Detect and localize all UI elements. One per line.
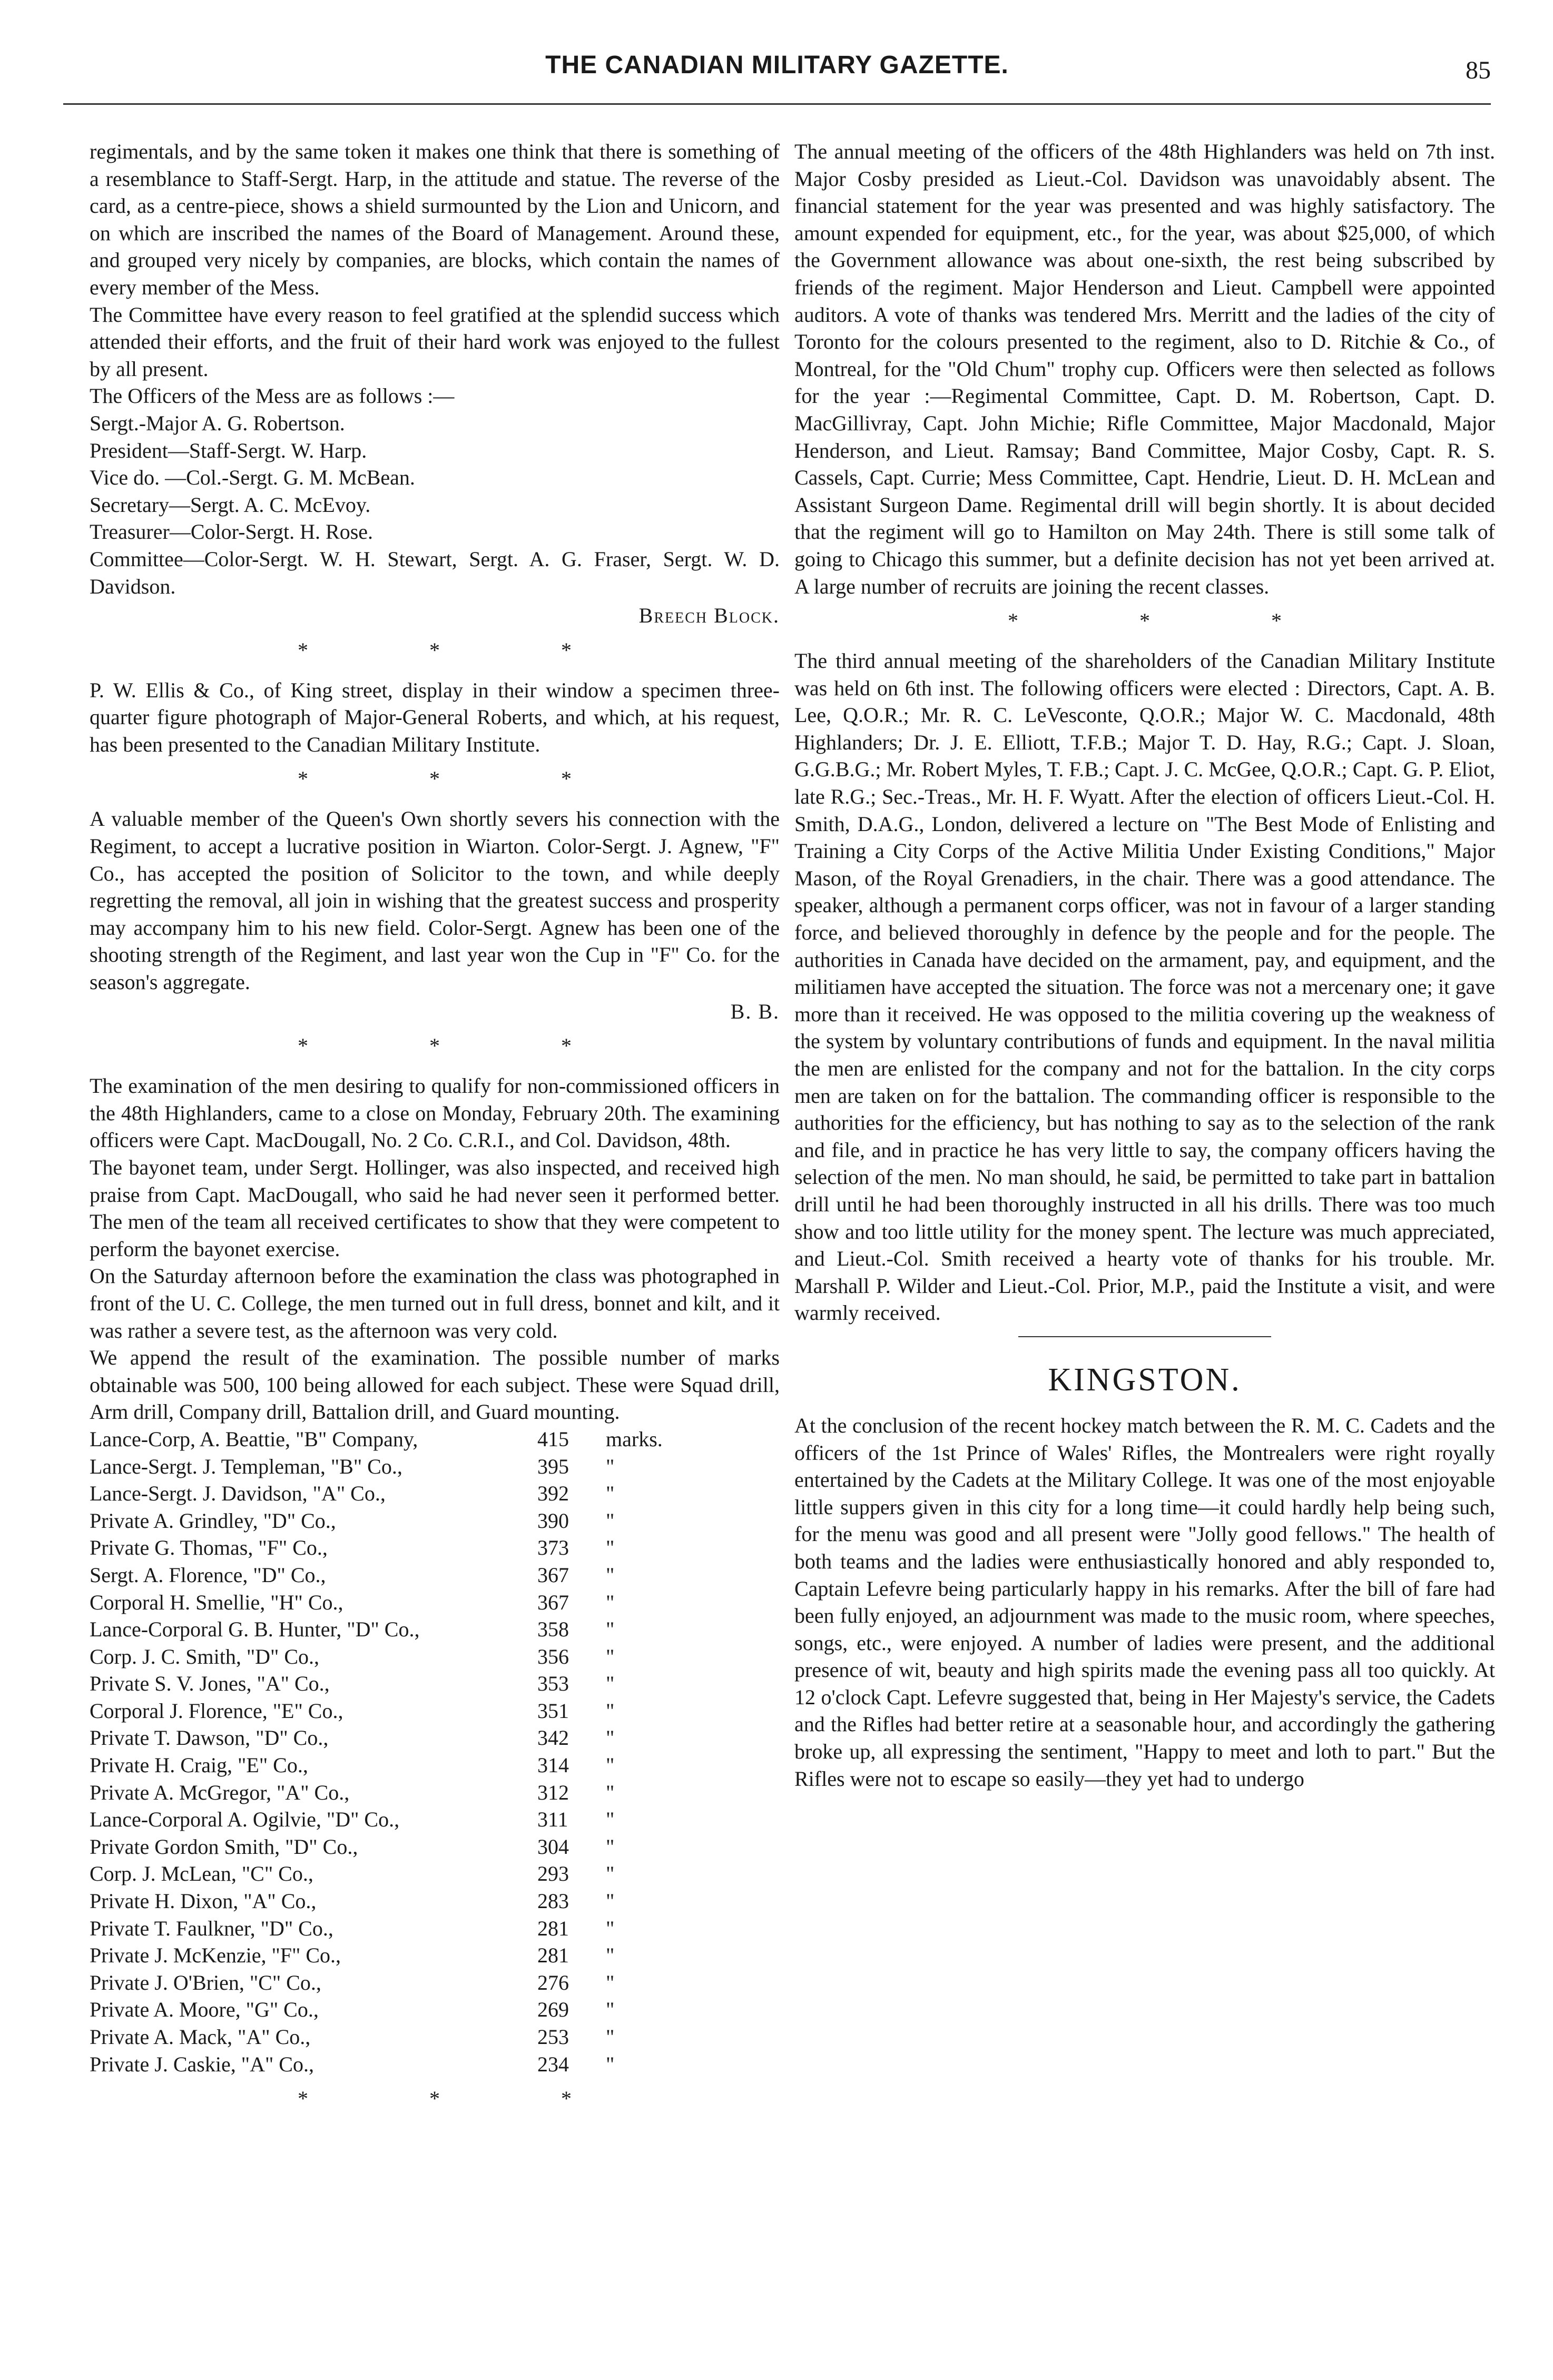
exam-result-row	[90, 1724, 780, 1752]
officers-intro: The Officers of the Mess are as follows :—	[90, 384, 455, 408]
marks-unit: "	[606, 2025, 615, 2049]
candidate-score: 281	[537, 1943, 569, 1968]
marks-unit: "	[606, 1834, 615, 1859]
marks-unit: "	[606, 1536, 615, 1560]
exam-result-row	[90, 1860, 780, 1888]
exam-result-row	[90, 1806, 780, 1833]
exam-result-row	[90, 1942, 780, 1969]
marks-unit: "	[606, 1672, 615, 1696]
candidate-score: 281	[537, 1916, 569, 1940]
marks-unit: "	[606, 1862, 615, 1886]
candidate-name: Corporal H. Smellie, "H" Co.,	[90, 1590, 343, 1614]
right-paragraph-1: The annual meeting of the officers of the 48th Highlanders was held on 7th inst. Major Cosby presided as Lieut.-Col. Davidson was unavoidably absent. The financial statement for the year was presented and was highly satisfactory. The amount expended for equipment, etc., for the year, was about $25,000, of which the Government allowance was about one-sixth, the rest being subscribed by friends of the regiment. Major Henderson and Lieut. Campbell were appointed auditors. A vote of thanks was tendered Mrs. Merritt and the ladies of the city of Toronto for the colours presented to the regiment, also to D. Ritchie & Co., of Montreal, for the "Old Chum" trophy cup. Officers were then selected as follows for the year :—Regimental Committee, Capt. D. M. Robertson, Capt. D. MacGillivray, Capt. John Michie; Rifle Committee, Major Macdonald, Major Henderson, and Lieut. Ramsay; Band Committee, Major Cosby, Capt. R. S. Cassels, Capt. Currie; Mess Committee, Capt. Hendrie, Lieut. D. H. McLean and Assistant Surgeon Dame. Regimental drill will begin shortly. It is about decided that the regiment will go to Hamilton on May 24th. There is still some talk of going to Chicago this summer, but a definite decision has not yet been arrived at. A large number of recruits are joining the recent classes.	[794, 140, 1495, 598]
officer-line: Vice do. —Col.-Sergt. G. M. McBean.	[90, 466, 415, 490]
candidate-score: 276	[537, 1970, 569, 1994]
section-stars: * * *	[298, 638, 630, 662]
marks-unit: "	[606, 1889, 615, 1913]
header-rule	[63, 103, 1491, 105]
officer-line: President—Staff-Sergt. W. Harp.	[90, 438, 367, 462]
candidate-name: Private T. Dawson, "D" Co.,	[90, 1726, 329, 1750]
candidate-score: 342	[537, 1726, 569, 1750]
section-stars: * * *	[298, 2087, 630, 2111]
candidate-name: Private G. Thomas, "F" Co.,	[90, 1536, 328, 1560]
right-column	[794, 138, 1495, 1792]
candidate-score: 269	[537, 1998, 569, 2022]
candidate-score: 293	[537, 1862, 569, 1886]
section-divider	[1018, 1336, 1271, 1337]
marks-unit: "	[606, 1780, 615, 1804]
candidate-name: Private J. Caskie, "A" Co.,	[90, 2052, 314, 2076]
marks-unit: marks.	[606, 1427, 663, 1451]
marks-unit: "	[606, 1698, 615, 1723]
exam-result-row	[90, 1996, 780, 2023]
candidate-name: Private A. Mack, "A" Co.,	[90, 2025, 311, 2049]
candidate-score: 358	[537, 1617, 569, 1642]
candidate-name: Private A. Moore, "G" Co.,	[90, 1998, 319, 2022]
candidate-score: 283	[537, 1889, 569, 1913]
exam-results-table	[90, 1426, 780, 2078]
exam-result-row	[90, 1833, 780, 1861]
left-paragraph-6: The bayonet team, under Sergt. Hollinger, was also inspected, and received high praise from Capt. MacDougall, who said he had never seen it performed better. The men of the team all received certificates to show that they were competent to perform the bayonet exercise.	[90, 1156, 780, 1261]
exam-result-row	[90, 1915, 780, 1942]
marks-unit: "	[606, 2052, 615, 2076]
signature-bb: B. B.	[730, 999, 780, 1023]
candidate-name: Private S. V. Jones, "A" Co.,	[90, 1672, 330, 1696]
marks-unit: "	[606, 1998, 615, 2022]
signature-breech-block: Breech Block.	[638, 604, 780, 628]
candidate-name: Private J. O'Brien, "C" Co.,	[90, 1970, 321, 1994]
exam-result-row	[90, 1507, 780, 1535]
mess-officers-list	[90, 382, 780, 600]
candidate-score: 392	[537, 1482, 569, 1506]
officer-line: Treasurer—Color-Sergt. H. Rose.	[90, 520, 373, 544]
candidate-score: 395	[537, 1454, 569, 1478]
candidate-score: 304	[537, 1834, 569, 1859]
marks-unit: "	[606, 1726, 615, 1750]
left-paragraph-7: On the Saturday afternoon before the examination the class was photographed in front of the U. C. College, the men turned out in full dress, bonnet and kilt, and it was rather a severe test, as the afternoon was very cold.	[90, 1264, 780, 1342]
left-paragraph-5: The examination of the men desiring to qualify for non-commissioned officers in the 48th Highlanders, came to a close on Monday, February 20th. The examining officers were Capt. MacDougall, No. 2 Co. C.R.I., and Col. Davidson, 48th.	[90, 1074, 780, 1152]
page-number: 85	[1466, 56, 1491, 84]
left-paragraph-1: regimentals, and by the same token it makes one think that there is something of a resemblance to Staff-Sergt. Harp, in the attitude and statue. The reverse of the card, as a centre-piece, shows a shield surmounted by the Lion and Unicorn, and on which are inscribed the names of the Board of Management. Around these, and grouped very nicely by companies, are blocks, which contain the names of every member of the Mess.	[90, 140, 780, 299]
section-stars: * * *	[1008, 609, 1340, 633]
page-header	[63, 51, 1491, 98]
candidate-score: 311	[537, 1808, 568, 1832]
candidate-score: 312	[537, 1780, 569, 1804]
candidate-name: Lance-Sergt. J. Davidson, "A" Co.,	[90, 1482, 386, 1506]
exam-result-row	[90, 1670, 780, 1697]
candidate-name: Private A. Grindley, "D" Co.,	[90, 1508, 336, 1533]
candidate-name: Private H. Dixon, "A" Co.,	[90, 1889, 317, 1913]
candidate-name: Lance-Sergt. J. Templeman, "B" Co.,	[90, 1454, 402, 1478]
exam-result-row	[90, 1534, 780, 1562]
marks-unit: "	[606, 1753, 615, 1777]
marks-unit: "	[606, 1590, 615, 1614]
marks-unit: "	[606, 1808, 615, 1832]
marks-unit: "	[606, 1943, 615, 1968]
exam-result-row	[90, 1426, 780, 1453]
candidate-name: Lance-Corporal G. B. Hunter, "D" Co.,	[90, 1617, 420, 1642]
officer-line: Sergt.-Major A. G. Robertson.	[90, 411, 345, 435]
exam-result-row	[90, 2051, 780, 2078]
exam-result-row	[90, 1480, 780, 1507]
candidate-score: 367	[537, 1563, 569, 1587]
exam-result-row	[90, 1562, 780, 1589]
right-paragraph-3: At the conclusion of the recent hockey match between the R. M. C. Cadets and the officers of the 1st Prince of Wales' Rifles, the Montrealers were right royally entertained by the Cadets at the Military College. It was one of the most enjoyable little suppers given in this city for a long time—it could hardly help being such, for the menu was good and all present were "Jolly good fellows." The health of both teams and the ladies were enthusiastically honored and ably responded to, Captain Lefevre being particularly happy in his remarks. After the bill of fare had been fully enjoyed, an adjournment was made to the music room, where speeches, songs, etc., were enjoyed. A number of ladies were present, and the additional presence of wit, beauty and high spirits made the evening pass all too quickly. At 12 o'clock Capt. Lefevre suggested that, being in Her Majesty's service, the Cadets and the Rifles had better retire at a seasonable hour, and accordingly the gathering broke up, all expressing the sentiment, "Happy to meet and loth to part." But the Rifles were not to escape so easily—they yet had to undergo	[794, 1413, 1495, 1791]
exam-result-row	[90, 1643, 780, 1671]
marks-unit: "	[606, 1563, 615, 1587]
left-paragraph-3: P. W. Ellis & Co., of King street, display in their window a specimen three-quarter figure photograph of Major-General Roberts, and which, at his request, has been presented to the Canadian Military Institute.	[90, 678, 780, 756]
candidate-name: Corp. J. C. Smith, "D" Co.,	[90, 1644, 320, 1668]
exam-result-row	[90, 1752, 780, 1779]
exam-result-row	[90, 1453, 780, 1480]
exam-result-row	[90, 1779, 780, 1806]
exam-result-row	[90, 1969, 780, 1997]
candidate-score: 234	[537, 2052, 569, 2076]
section-title-kingston: KINGSTON.	[1048, 1361, 1242, 1398]
candidate-name: Private Gordon Smith, "D" Co.,	[90, 1834, 358, 1859]
candidate-name: Private H. Craig, "E" Co.,	[90, 1753, 308, 1777]
exam-result-row	[90, 1616, 780, 1643]
marks-unit: "	[606, 1916, 615, 1940]
candidate-score: 351	[537, 1698, 569, 1723]
candidate-score: 356	[537, 1644, 569, 1668]
candidate-score: 314	[537, 1753, 569, 1777]
candidate-name: Corp. J. McLean, "C" Co.,	[90, 1862, 313, 1886]
candidate-name: Private A. McGregor, "A" Co.,	[90, 1780, 350, 1804]
marks-unit: "	[606, 1482, 615, 1506]
exam-result-row	[90, 1589, 780, 1616]
marks-unit: "	[606, 1970, 615, 1994]
marks-unit: "	[606, 1617, 615, 1642]
candidate-name: Sergt. A. Florence, "D" Co.,	[90, 1563, 326, 1587]
candidate-score: 390	[537, 1508, 569, 1533]
section-stars: * * *	[298, 1034, 630, 1058]
officer-line: Committee—Color-Sergt. W. H. Stewart, Sergt. A. G. Fraser, Sergt. W. D. Davidson.	[90, 547, 780, 598]
exam-result-row	[90, 2023, 780, 2051]
candidate-name: Lance-Corporal A. Ogilvie, "D" Co.,	[90, 1808, 400, 1832]
candidate-score: 367	[537, 1590, 569, 1614]
left-column	[90, 138, 780, 2125]
exam-result-row	[90, 1697, 780, 1725]
candidate-name: Private T. Faulkner, "D" Co.,	[90, 1916, 333, 1940]
candidate-name: Private J. McKenzie, "F" Co.,	[90, 1943, 341, 1968]
left-paragraph-4: A valuable member of the Queen's Own shortly severs his connection with the Regiment, to accept a lucrative position in Wiarton. Color-Sergt. J. Agnew, "F" Co., has accepted the position of Solicitor to the town, and while deeply regretting the removal, all join in wishing that the greatest success and prosperity may accompany him to his new field. Color-Sergt. Agnew has been one of the shooting strength of the Regiment, and last year won the Cup in "F" Co. for the season's aggregate.	[90, 807, 780, 994]
left-paragraph-2: The Committee have every reason to feel gratified at the splendid success which attended their efforts, and the fruit of their hard work was enjoyed to the fullest by all present.	[90, 302, 780, 381]
candidate-score: 415	[537, 1427, 569, 1451]
running-title: THE CANADIAN MILITARY GAZETTE.	[545, 51, 1009, 79]
right-paragraph-2: The third annual meeting of the shareholders of the Canadian Military Institute was held on 6th inst. The following officers were elected : Directors, Capt. A. B. Lee, Q.O.R.; Mr. R. C. LeVesconte, Q.O.R.; Major W. C. Macdonald, 48th Highlanders; Dr. J. E. Elliott, T.F.B.; Major T. D. Hay, R.G.; Capt. J. Sloan, G.G.B.G.; Mr. Robert Myles, T. F.B.; Capt. J. C. McGee, Q.O.R.; Capt. G. P. Eliot, late R.G.; Sec.-Treas., Mr. H. F. Wyatt. After the election of officers Lieut.-Col. H. Smith, D.A.G., London, delivered a lecture on "The Best Mode of Enlisting and Training a City Corps of the Active Militia Under Existing Conditions," Major Mason, of the Royal Grenadiers, in the chair. There was a good attendance. The speaker, although a permanent corps officer, was not in favour of a larger standing force, and believed thoroughly in defence by the people and for the people. The authorities in Canada have decided on the armament, pay, and equipment, and the militiamen have accepted the situation. The force was not a mercenary one; it gave more than it received. He was opposed to the militia covering up the weakness of the system by voluntary contributions of funds and equipment. In the naval militia the men are enlisted for the company and not for the battalion. In the city corps men are taken on for the battalion. The commanding officer is responsible to the authorities for the efficiency, but has nothing to say as to the selection of the rank and file, and in practice he has very little to say, the company officers having the selection of the men. No man should, he said, be permitted to take part in battalion drill until he had been thoroughly instructed in all his drills. There was too much show and too little utility for the money spent. The lecture was much appreciated, and Lieut.-Col. Smith received a hearty vote of thanks for his trouble. Mr. Marshall P. Wilder and Lieut.-Col. Prior, M.P., paid the Institute a visit, and were warmly received.	[794, 649, 1495, 1325]
section-stars: * * *	[298, 767, 630, 791]
exam-result-row	[90, 1888, 780, 1915]
candidate-name: Corporal J. Florence, "E" Co.,	[90, 1698, 343, 1723]
marks-unit: "	[606, 1644, 615, 1668]
candidate-score: 373	[537, 1536, 569, 1560]
officer-line: Secretary—Sergt. A. C. McEvoy.	[90, 492, 371, 517]
marks-unit: "	[606, 1508, 615, 1533]
candidate-score: 253	[537, 2025, 569, 2049]
candidate-score: 353	[537, 1672, 569, 1696]
candidate-name: Lance-Corp, A. Beattie, "B" Company,	[90, 1427, 418, 1451]
marks-unit: "	[606, 1454, 615, 1478]
left-paragraph-8: We append the result of the examination. The possible number of marks obtainable was 500, 100 being allowed for each subject. These were Squad drill, Arm drill, Company drill, Battalion drill, and Guard mounting.	[90, 1346, 780, 1424]
